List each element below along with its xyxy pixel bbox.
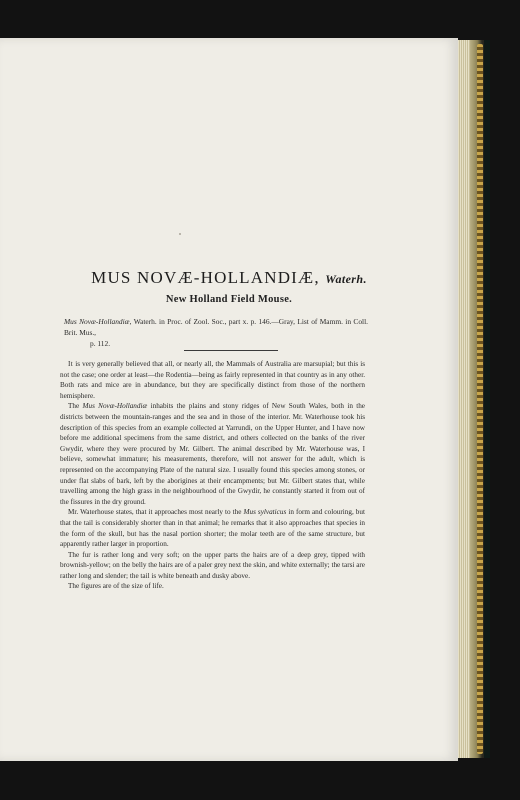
book-cover-edge (484, 40, 490, 758)
description-body (60, 359, 365, 592)
paragraph-3-text: in form and colouring, but that the tail is considerably shorter than in that animal; he remarks that it also approaches that species in the form of the skull, but has the nasal portion shorter; the molar teeth are of the same structure, but apparently rather larger in proportion. (60, 508, 365, 549)
common-name: New Holland Field Mouse. (165, 294, 293, 305)
book-page (0, 38, 458, 761)
page-speck (179, 233, 181, 235)
paragraph-5: The figures are of the size of life. (68, 582, 164, 591)
synonymy-citation: Waterh. in Proc. of Zool. Soc., part x. p. 146.—Gray, List of Mamm. in Coll. Brit. Mus., (64, 317, 368, 337)
paragraph-1 (60, 359, 365, 401)
species-title (0, 268, 458, 288)
paragraph-1-initial: It (68, 360, 74, 368)
divider-rule (184, 350, 278, 351)
paragraph-3-lead: Mr. Waterhouse states, that it approaches most nearly to the (68, 508, 244, 517)
book-fore-edge (458, 40, 490, 758)
paragraph-2-text: inhabits the plains and stony ridges of New South Wales, both in the districts between the mountain-ranges and the sea and in those of the interior. Mr. Waterhouse took his description of this species from an example collected at Yarrundi, on the Upper Hunter, and I have now before me additional specimens from the same district, and others collected on the banks of the river Gwydir, where they were procured by Mr. Gilbert. The animal described by Mr. Waterhouse was, I believe, somewhat immature; his measurements, therefore, will not answer for the adult, which is represented on the accompanying Plate of the natural size. I usually found this species among stones, or under flat slabs of bark, left by the aborigines at their encampments; but Mr. Gilbert states that, while travelling among the high grass in the neighbourhood of the Gwydir, he constantly started it from out of the fissures in the dry ground. (60, 402, 365, 506)
gilt-edge-decoration (477, 44, 483, 754)
page-stack-edge (458, 40, 470, 758)
paragraph-3 (60, 507, 365, 549)
paragraph-2-species: Mus Novæ-Hollandiæ (82, 402, 148, 411)
synonymy-reference (64, 316, 368, 349)
synonymy-species-name: Mus Novæ-Hollandiæ, (64, 317, 132, 326)
synonymy-page: p. 112. (90, 339, 111, 348)
paragraph-3-species: Mus sylvaticus (243, 508, 287, 517)
paragraph-2-lead: The (68, 402, 83, 411)
paragraph-1-text: is very generally believed that all, or nearly all, the Mammals of Australia are marsupial; but this is not the case; one order at least—the Rodentia—being as fairly represented in that country as in any other. Both rats and mice are in abundance, but they are specifically distinct from those of the northern hemisphere. (60, 360, 365, 400)
paragraph-4: The fur is rather long and very soft; on the upper parts the hairs are of a deep grey, tipped with brownish-yellow; on the belly the hairs are of a paler grey next the skin, and white externally; the tarsi are rather long and slender; the tail is white beneath and dusky above. (60, 550, 365, 580)
species-author: Waterh. (325, 272, 367, 286)
paragraph-2 (60, 401, 365, 507)
species-name: MUS NOVÆ-HOLLANDIÆ, (91, 268, 320, 287)
